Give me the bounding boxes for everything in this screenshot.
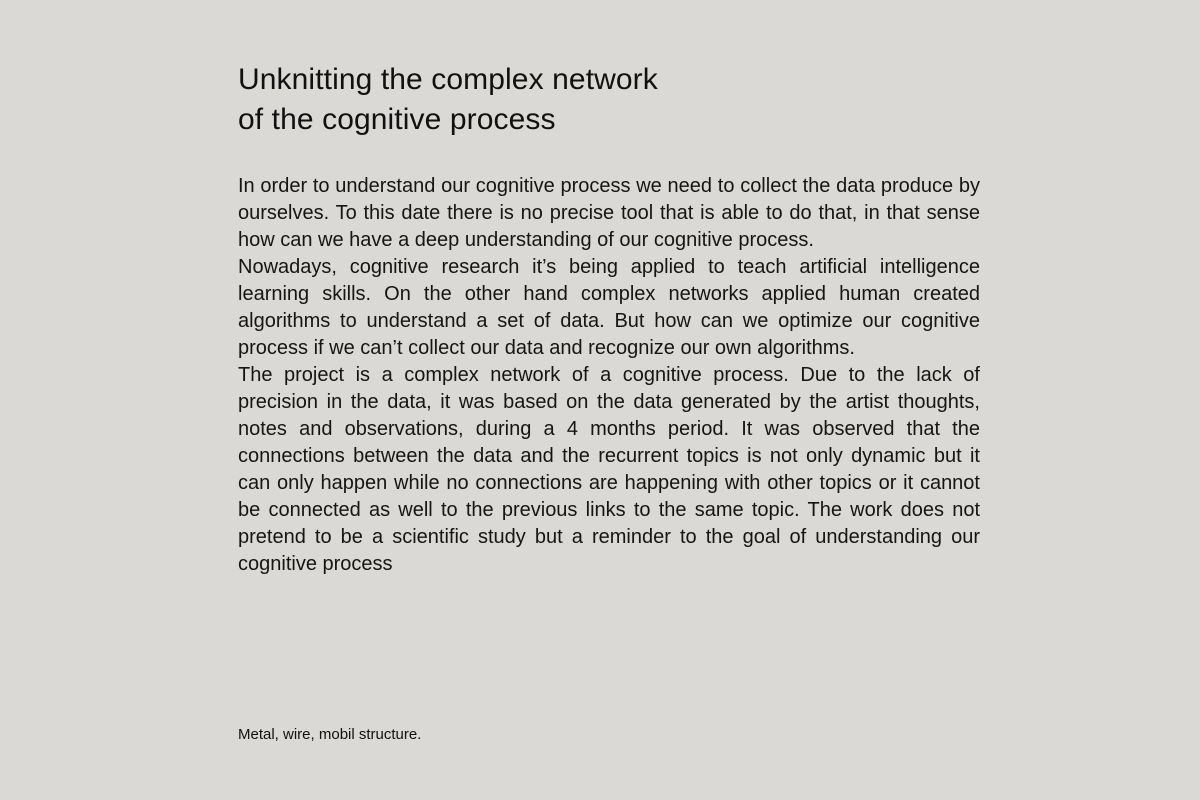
paragraph-1: In order to understand our cognitive process we need to collect the data produce by ourselves. To this date there is no precise tool that is able to do that, in that sense how can we have a deep understanding of our cognitive process.	[238, 175, 980, 251]
article-title	[238, 60, 658, 140]
paragraph-3: The project is a complex network of a cognitive process. Due to the lack of precision in the data, it was based on the data generated by the artist thoughts, notes and observations, during a 4 months period. It was observed that the connections between the data and the recurrent topics is not only dynamic but it can only happen while no connections are happening with other topics or it cannot be connected as well to the previous links to the same topic. The work does not pretend to be a scientific study but a reminder to the goal of understanding our cognitive process	[238, 364, 980, 575]
materials-caption: Metal, wire, mobil structure.	[238, 726, 422, 743]
article-body	[238, 173, 980, 578]
article	[238, 0, 980, 800]
title-line-2: of the cognitive process	[238, 103, 556, 136]
title-line-1: Unknitting the complex network	[238, 63, 658, 96]
paragraph-2: Nowadays, cognitive research it’s being applied to teach artificial intelligence learning skills. On the other hand complex networks applied human created algorithms to understand a set of data. But how can we optimize our cognitive process if we can’t collect our data and recognize our own algorithms.	[238, 256, 980, 359]
